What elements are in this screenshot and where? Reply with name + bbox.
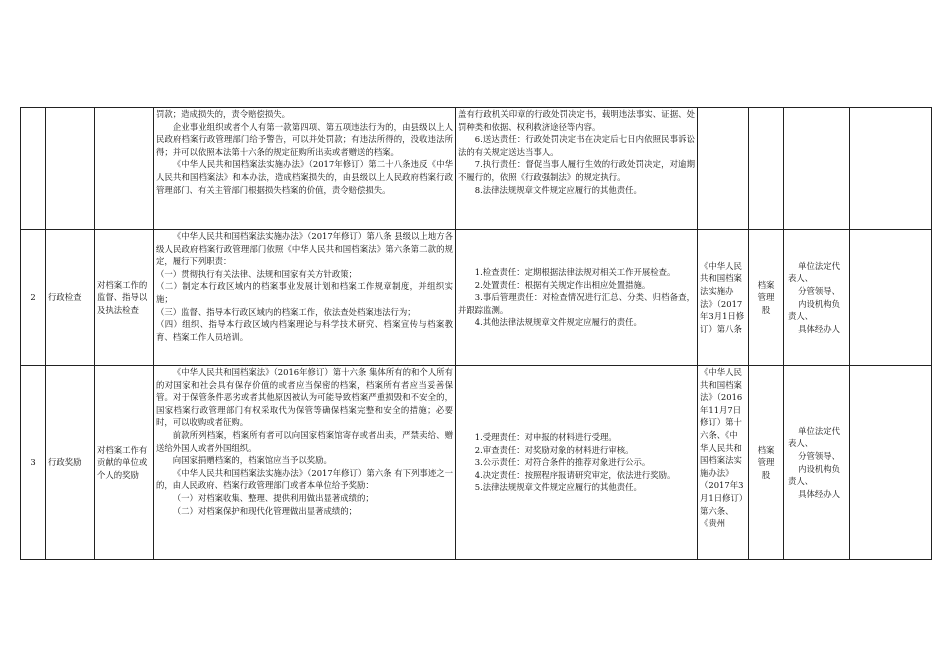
responsibility [456,108,698,230]
legal-basis [154,366,456,560]
responsible-person: 内设机构负责人、 [788,463,840,487]
responsibility-paragraph: 2.审查责任：对奖励对象的材料进行审核。 [474,444,634,455]
responsibility-paragraph: 1.受理责任：对申报的材料进行受理。 [474,432,617,443]
responsible-person: 具体经办人 [798,323,840,334]
responsibility [456,366,698,560]
item-name: 行政检查 [46,230,95,366]
responsibility-paragraph: 2.处置责任：根据有关规定作出相应处置措施。 [474,279,651,290]
legal-basis-paragraph: 《中华人民共和国档案法实施办法》（2017年修订）第八条 县级以上地方各级人民政府档案行政管理部门依照《中华人民共和国档案法》第六条第二款的规定，履行下列职责： [156,231,453,267]
remarks [850,230,932,366]
row-number: 2 [21,230,46,366]
legal-basis-paragraph: 《中华人民共和国档案法》（2016年修订）第十六条 集体所有的和个人所有的对国家和社会具有保存价值的或者应当保密的档案，档案所有者应当妥善保管。对于保管条件恶劣或者其他原因被认为可能导致档案严重损毁和不安全的，国家档案行政管理部门有权采取代为保管等确保档案完整和安全的措施；必要时，可以收购或者征购。 [156,367,453,428]
legal-basis-paragraph: 罚款；造成损失的，责令赔偿损失。 [156,109,290,119]
legal-basis-paragraph: （二）制定本行政区域内的档案事业发展计划和档案工作规章制度，并组织实施； [156,281,453,304]
legal-basis-paragraph: 向国家捐赠档案的，档案馆应当予以奖励。 [172,455,332,466]
item-content [95,108,154,230]
legal-basis-paragraph: （二）对档案保护和现代化管理做出显著成绩的； [172,505,358,516]
legal-basis [154,108,456,230]
responsibility [456,230,698,366]
table-row [21,230,932,366]
responsibility-paragraph: 1.检查责任：定期根据法律法规对相关工作开展检查。 [474,267,676,278]
legal-basis-paragraph: 企业事业组织或者个人有第一款第四项、第五项违法行为的，由县级以上人民政府档案行政管理部门给予警告，可以并处罚款；有违法所得的，没收违法所得；并可以依照本法第十六条的规定征购所出卖或者赠送的档案。 [156,121,453,157]
item-name: 行政奖励 [46,366,95,560]
responsibility-paragraph: 3.公示责任：对符合条件的推荐对象进行公示。 [474,457,651,468]
item-name [46,108,95,230]
department: 档案管理股 [749,230,784,366]
responsible-person: 具体经办人 [798,488,840,499]
responsibility-paragraph: 8.法律法规规章文件规定应履行的其他责任。 [474,184,642,195]
legal-basis-paragraph: 前款所列档案，档案所有者可以向国家档案馆寄存或者出卖，严禁卖给、赠送给外国人或者外国组织。 [156,429,453,453]
remarks [850,108,932,230]
row-number [21,108,46,230]
reference: 《中华人民共和国档案法》（2016年11月7日修订）第十六条、《中华人民共和国档案法实施办法》（2017年3月1日修订）第六条、《贵州 [698,366,749,560]
legal-basis-paragraph: 《中华人民共和国档案法实施办法》（2017年修订）第二十八条违反《中华人民共和国档案法》和本办法，造成档案损失的，由县级以上人民政府档案行政管理部门、有关主管部门根据损失档案的价值，责令赔偿损失。 [156,159,453,195]
responsibility-paragraph: 6.送达责任：行政处罚决定书在决定后七日内依照民事诉讼法的有关规定送达当事人。 [458,134,695,157]
table-row [21,366,932,560]
department: 档案管理股 [749,366,784,560]
responsibility-paragraph: 盖有行政机关印章的行政处罚决定书，载明违法事实、证据、处罚种类和依据、权利救济途径等内容。 [458,109,695,132]
item-content: 对档案工作的监督、指导以及执法检查 [95,230,154,366]
responsibility-paragraph: 5.法律法规规章文件规定应履行的其他责任。 [474,482,642,493]
item-content: 对档案工作有贡献的单位或个人的奖励 [95,366,154,560]
legal-basis-paragraph: 《中华人民共和国档案法实施办法》（2017年修订）第六条 有下列事迹之一的，由人民政府、档案行政管理部门或者本单位给予奖励： [156,467,453,491]
responsible-person: 单位法定代表人、 [788,425,840,449]
legal-basis-paragraph: （四）组织、指导本行政区域内档案理论与科学技术研究、档案宣传与档案教育、档案工作人员培训。 [156,319,453,342]
department [749,108,784,230]
responsible-person: 单位法定代表人、 [788,260,840,284]
responsible-persons [784,108,850,230]
responsible-person: 分管领导、 [798,450,840,461]
responsible-person: 分管领导、 [798,285,840,296]
legal-basis [154,230,456,366]
legal-basis-paragraph: （一）对档案收集、整理、提供利用做出显著成绩的； [172,492,374,503]
legal-basis-paragraph: （三）监督、指导本行政区域内的档案工作，依法查处档案违法行为； [156,306,416,317]
responsibility-paragraph: 7.执行责任：督促当事人履行生效的行政处罚决定，对逾期不履行的，依照《行政强制法》的规定执行。 [458,159,695,182]
responsible-persons [784,366,850,560]
responsible-person: 内设机构负责人、 [788,298,840,322]
responsible-persons [784,230,850,366]
legal-basis-paragraph: （一）贯彻执行有关法律、法规和国家有关方针政策； [156,268,357,279]
power-list-table [20,107,932,560]
responsibility-paragraph: 4.其他法律法规规章文件规定应履行的责任。 [474,317,642,328]
row-number: 3 [21,366,46,560]
reference: 《中华人民共和国档案法实施办法》（2017年3月1日修订）第八条 [698,230,749,366]
reference [698,108,749,230]
remarks [850,366,932,560]
table-row [21,108,932,230]
responsibility-paragraph: 4.决定责任：按照程序报请研究审定，依法进行奖励。 [474,469,676,480]
responsibility-paragraph: 3.事后管理责任：对检查情况进行汇总、分类、归档备查，并跟踪监测。 [458,292,695,315]
